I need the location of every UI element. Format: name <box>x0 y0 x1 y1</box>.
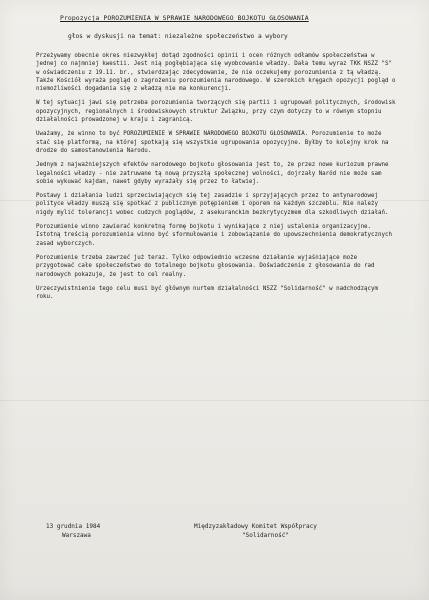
signature-name: "Solidarność" <box>242 532 289 539</box>
document-place: Warszawa <box>62 532 91 539</box>
paragraph: Porozumienie trzeba zawrzeć już teraz. Tylko odpowiednio wczesne działanie wyjaśniające może przygotować całe społeczeństwo do totalnego bojkotu głosowania. Doświadczenie z głosowania do rad narodowych pokazuje, że jest to cel realny. <box>36 254 379 278</box>
signature-block <box>194 522 317 540</box>
date-block <box>46 522 100 540</box>
paragraph: Jednym z najważniejszych efektów narodowego bojkotu głosowania jest to, że przez nowe kuriozum prawne legalności władzy - nie zatruwane tą nową przyszłą społecznej wolności, dojrzały Naród nie może sam sobie wykuwać kajdan, nawet gdyby wyrażały się przez to łatwiej. <box>36 162 392 185</box>
document-body <box>36 52 399 307</box>
paragraph: W tej sytuacji jawi się potrzeba porozumienia tworzących się partii i ugrupowań politycznych, środowisk opozycyjnych, regionalnych i środowiskowych struktur Związku, przy czym dotyczy to w równym stopniu działalności prowadzonej w kraju i zagranicą. <box>36 100 399 124</box>
paragraph: Urzeczywistnienie tego celu musi być głównym nurtem działalności NSZZ "Solidarność" w nadchodzącym roku. <box>36 285 382 301</box>
paragraph: Postawy i działania ludzi sprzeciwiających się tej zasadzie i sprzyjających przez to antynarodowej polityce władzy muszą się spotkać z publicznym potępieniem i oporem na każdym szczeblu. Nie należy nigdy mylić tolerancji wobec cudzych poglądów, z asekuranckim bezkrytycyzmem dla szkodliwych działań. <box>36 193 389 216</box>
document-title: Propozycja POROZUMIENIA W SPRAWIE NARODOWEGO BOJKOTU GŁOSOWANIA <box>60 14 309 22</box>
document-subtitle: głos w dyskusji na temat: niezależne społeczeństwo a wybory <box>68 33 288 40</box>
paragraph: Porozumienie winno zawierać konkretną formę bojkotu i wynikające z niej ustalenia organizacyjne. Istotną treścią porozumienia winno być sformułowanie i zobowiązanie do upowszechnienia demokratycznych zasad wyborczych. <box>36 224 396 247</box>
paragraph: Przeżywamy obecnie okres niezwykłej dotąd zgodności opinii i ocen różnych odłamów społeczeństwa w jednej co najmniej kwestii. Jest nią pogłębiająca się wyobcowanie władzy. Dała temu wyraz TKK NSZZ "S" w oświadczeniu z 19.11. br., stwierdzając zdecydowanie, że nie oczekujemy porozumienia z tą władzą. Także Kościół wyraża pogląd o zagrożeniu porozumienia narodowego. W szerokich kręgach opozycji pogląd o niemożliwości dogadania się z władzą nie ma konkurencji. <box>36 53 399 93</box>
fold-line <box>0 400 429 401</box>
document-date: 13 grudnia 1984 <box>46 523 101 530</box>
signature-organization: Międzyzakładowy Komitet Współpracy <box>194 523 317 530</box>
paragraph: Uważamy, że winno to być POROZUMIENIE W SPRAWIE NARODOWEGO BOJKOTU GŁOSOWANIA. Porozumienie to może stać się platformą, na której spotkają się wszystkie ugrupowania opozycyjne. Byłby to kolejny krok na drodze do samostanowienia Narodu. <box>36 131 392 154</box>
